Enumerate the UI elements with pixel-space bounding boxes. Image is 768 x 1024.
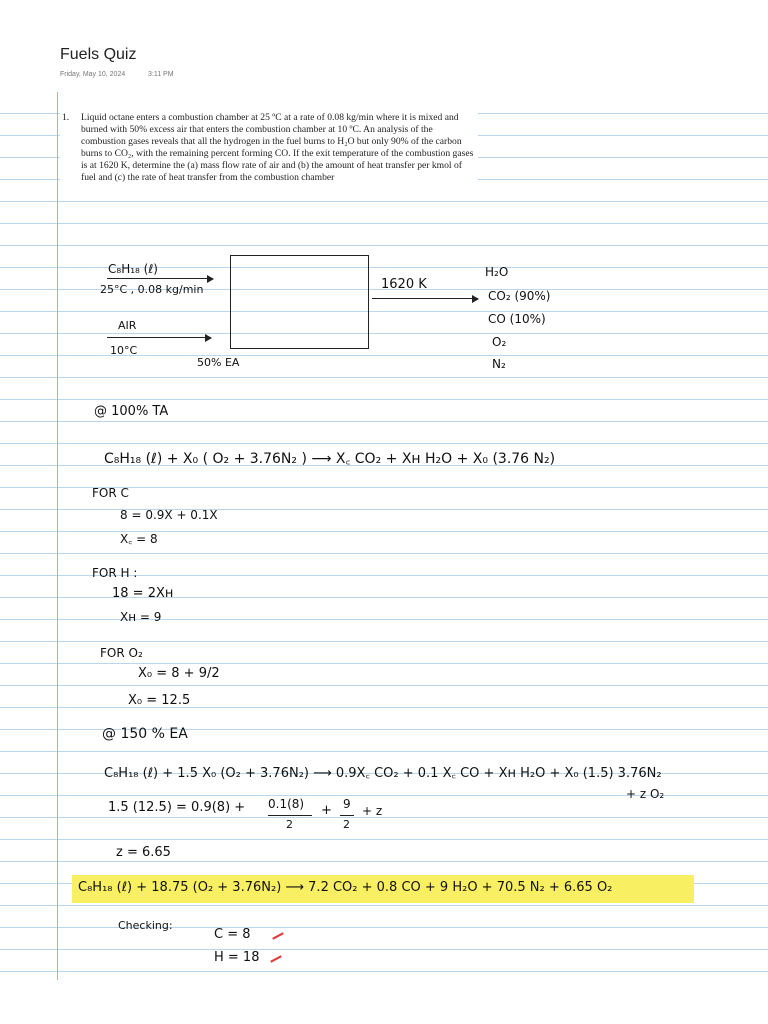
plus-z: + z [362, 804, 383, 818]
page-title[interactable]: Fuels Quiz [60, 46, 137, 63]
product-o2: O₂ [492, 335, 507, 349]
plus-sign: + [321, 803, 332, 818]
ea-equation-continued: + z O₂ [626, 787, 665, 801]
h-equation: 18 = 2Xʜ [112, 586, 174, 601]
check-mark-icon [270, 955, 282, 962]
fuel-label: C₈H₁₈ (ℓ) [108, 262, 158, 276]
balance-lhs: 1.5 (12.5) = 0.9(8) + [108, 800, 246, 815]
c-equation: 8 = 0.9X + 0.1X [120, 508, 218, 522]
check-mark-icon [272, 932, 284, 939]
combustion-chamber-box [230, 255, 369, 349]
for-c-label: FOR C [92, 486, 129, 500]
check-carbon: C = 8 [214, 927, 251, 942]
fraction-1-numerator: 0.1(8) [268, 797, 305, 811]
z-result: z = 6.65 [116, 845, 171, 860]
for-h-label: FOR H : [92, 566, 138, 580]
checking-label: Checking: [118, 919, 173, 932]
exit-temp-label: 1620 K [381, 277, 427, 292]
exit-arrow [372, 298, 478, 299]
fuel-arrow [107, 278, 213, 279]
h-result: Xʜ = 9 [120, 610, 162, 624]
check-hydrogen: H = 18 [214, 950, 260, 965]
ta-equation: C₈H₁₈ (ℓ) + X₀ ( O₂ + 3.76N₂ ) ⟶ X꜀ CO₂ + Xʜ H₂O + X₀ (3.76 N₂) [104, 451, 556, 467]
problem-text: Liquid octane enters a combustion chamber at 25 ºC at a rate of 0.08 kg/min where it is mixed and burned with 50% excess air that enters the combustion chamber at 10 ºC. An analysis of the combustion gases reveals that all the hydrogen in the fuel burns to H₂O but only 90% of the carbon burns to CO₂, with the remaining percent forming CO. If the exit temperature of the combustion gases is at 1620 K, determine the (a) mass flow rate of air and (b) the amount of heat transfer per kmol of fuel and (c) the rate of heat transfer from the combustion chamber [81, 112, 474, 184]
final-equation: C₈H₁₈ (ℓ) + 18.75 (O₂ + 3.76N₂) ⟶ 7.2 CO₂ + 0.8 CO + 9 H₂O + 70.5 N₂ + 6.65 O₂ [78, 880, 613, 895]
product-h2o: H₂O [485, 265, 509, 279]
problem-number: 1. [62, 112, 70, 123]
air-label: AIR [118, 319, 137, 332]
fraction-2-numerator: 9 [343, 797, 351, 811]
page-time: 3:11 PM [148, 71, 174, 78]
c-result: X꜀ = 8 [120, 532, 158, 546]
o2-equation: X₀ = 8 + 9/2 [138, 666, 220, 681]
o2-result: X₀ = 12.5 [128, 693, 191, 708]
ta-heading: @ 100% TA [94, 404, 169, 419]
page-header [0, 0, 768, 92]
excess-air-label: 50% EA [197, 356, 240, 369]
ea-heading: @ 150 % EA [102, 726, 188, 742]
fraction-1-bar [268, 815, 312, 816]
page-date: Friday, May 10, 2024 [60, 71, 126, 78]
product-n2: N₂ [492, 357, 506, 371]
ea-equation: C₈H₁₈ (ℓ) + 1.5 X₀ (O₂ + 3.76N₂) ⟶ 0.9X꜀ CO₂ + 0.1 X꜀ CO + Xʜ H₂O + X₀ (1.5) 3.76N₂ [104, 766, 662, 781]
problem-statement [60, 108, 478, 195]
fraction-2-denominator: 2 [343, 818, 350, 831]
fraction-2-bar [340, 815, 354, 816]
product-co: CO (10%) [488, 312, 546, 326]
for-o2-label: FOR O₂ [100, 646, 143, 660]
product-co2: CO₂ (90%) [488, 289, 551, 303]
page-bottom [0, 980, 768, 1024]
fuel-conditions: 25°C , 0.08 kg/min [100, 283, 204, 296]
air-arrow [107, 337, 211, 338]
air-temp: 10°C [110, 344, 138, 357]
fraction-1-denominator: 2 [286, 818, 293, 831]
